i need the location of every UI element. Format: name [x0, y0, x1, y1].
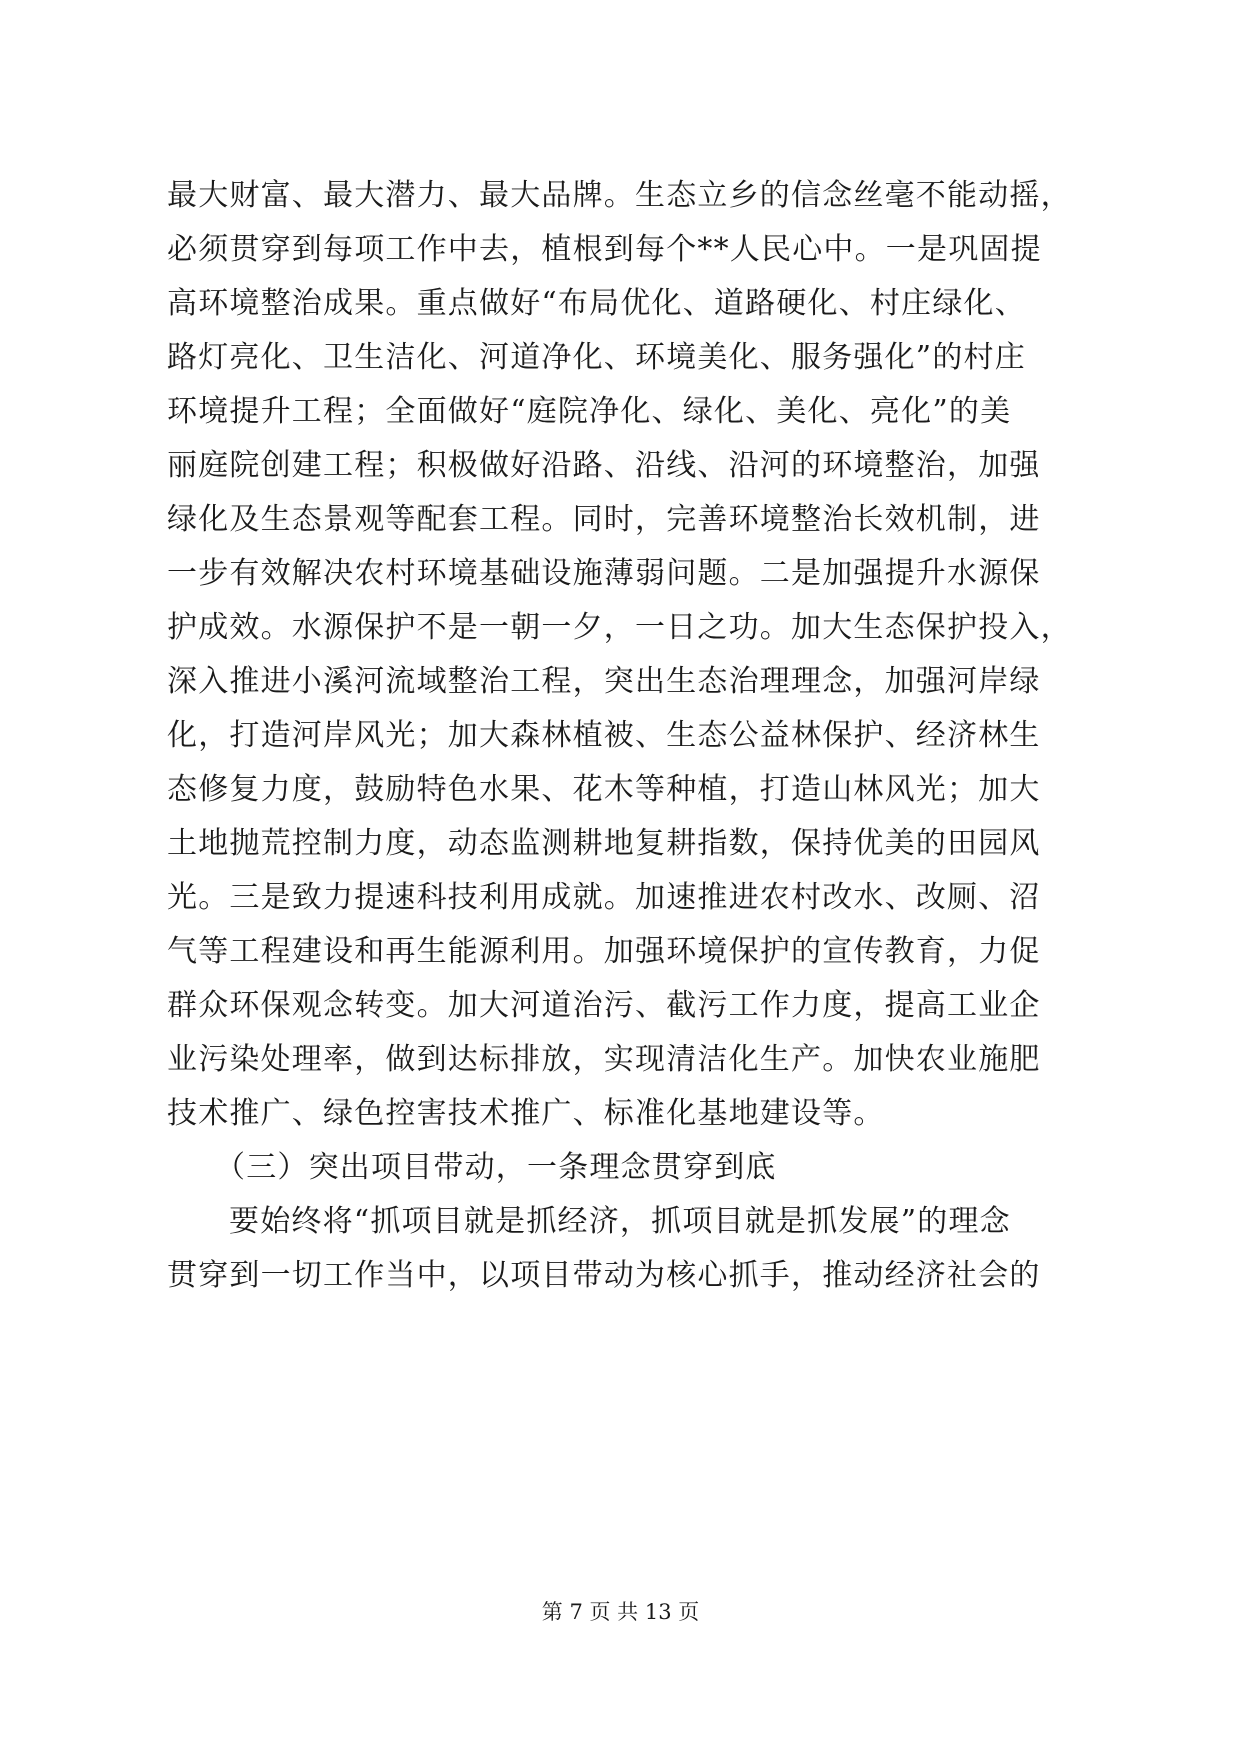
paragraph-line: 要始终将“抓项目就是抓经济，抓项目就是抓发展”的理念 [229, 1204, 1011, 1239]
paragraph-line: 深入推进小溪河流域整治工程，突出生态治理理念，加强河岸绿 [167, 664, 1041, 699]
paragraph-line: 贯穿到一切工作当中，以项目带动为核心抓手，推动经济社会的 [167, 1258, 1041, 1293]
paragraph-line: 气等工程建设和再生能源利用。加强环境保护的宣传教育，力促 [167, 934, 1041, 969]
paragraph-line: 必须贯穿到每项工作中去，植根到每个**人民心中。一是巩固提 [167, 232, 1042, 267]
section-heading: （三）突出项目带动，一条理念贯穿到底 [215, 1150, 777, 1185]
paragraph-line: 高环境整治成果。重点做好“布局优化、道路硬化、村庄绿化、 [167, 286, 1026, 321]
paragraph-line: 群众环保观念转变。加大河道治污、截污工作力度，提高工业企 [167, 988, 1041, 1023]
paragraph-line: 路灯亮化、卫生洁化、河道净化、环境美化、服务强化”的村庄 [167, 340, 1026, 375]
paragraph-line: 丽庭院创建工程；积极做好沿路、沿线、沿河的环境整治，加强 [167, 448, 1041, 483]
paragraph-line: 一步有效解决农村环境基础设施薄弱问题。二是加强提升水源保 [167, 556, 1041, 591]
paragraph-line: 最大财富、最大潜力、最大品牌。生态立乡的信念丝毫不能动摇， [167, 178, 1072, 213]
paragraph-line: 绿化及生态景观等配套工程。同时，完善环境整治长效机制，进 [167, 502, 1041, 537]
paragraph-line: 技术推广、绿色控害技术推广、标准化基地建设等。 [167, 1096, 885, 1131]
paragraph-line: 态修复力度，鼓励特色水果、花木等种植，打造山林风光；加大 [167, 772, 1041, 807]
paragraph-line: 光。三是致力提速科技利用成就。加速推进农村改水、改厕、沼 [167, 880, 1041, 915]
paragraph-line: 护成效。水源保护不是一朝一夕，一日之功。加大生态保护投入， [167, 610, 1072, 645]
paragraph-line: 业污染处理率，做到达标排放，实现清洁化生产。加快农业施肥 [167, 1042, 1041, 1077]
paragraph-line: 化，打造河岸风光；加大森林植被、生态公益林保护、经济林生 [167, 718, 1041, 753]
paragraph-line: 土地抛荒控制力度，动态监测耕地复耕指数，保持优美的田园风 [167, 826, 1041, 861]
page-footer: 第 7 页 共 13 页 [541, 1600, 700, 1624]
paragraph-line: 环境提升工程；全面做好“庭院净化、绿化、美化、亮化”的美 [167, 394, 1012, 429]
